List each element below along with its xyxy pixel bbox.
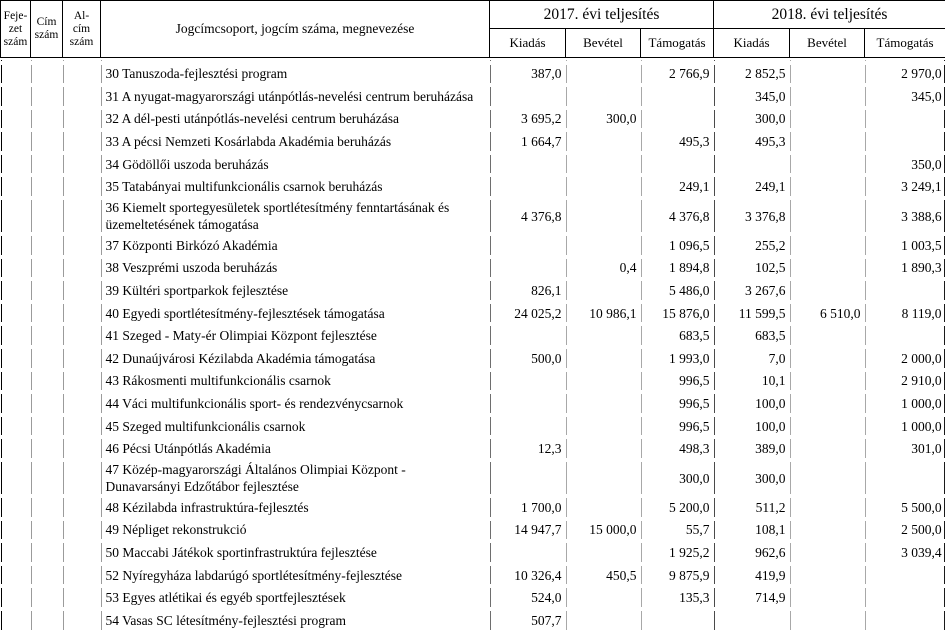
tamogatas-2017-cell: 15 876,0 bbox=[641, 302, 714, 325]
alcim-szam-cell bbox=[63, 586, 101, 609]
kiadas-2018-cell: 2 852,5 bbox=[714, 63, 790, 86]
fejezet-szam-cell bbox=[1, 541, 31, 564]
kiadas-2017-cell: 3 695,2 bbox=[490, 108, 566, 131]
fejezet-szam-cell bbox=[1, 257, 31, 280]
bevetel-2018-cell bbox=[790, 130, 865, 153]
bevetel-2018-cell bbox=[790, 347, 865, 370]
bevetel-2017-cell bbox=[566, 392, 641, 415]
cim-szam-cell bbox=[31, 370, 63, 393]
tamogatas-2017-cell: 1 894,8 bbox=[641, 257, 714, 280]
kiadas-2018-cell: 3 267,6 bbox=[714, 279, 790, 302]
fejezet-szam-cell bbox=[1, 85, 31, 108]
kiadas-2018-cell: 345,0 bbox=[714, 85, 790, 108]
table-row bbox=[1, 257, 945, 280]
kiadas-2017-cell: 507,7 bbox=[490, 609, 566, 632]
kiadas-2018-cell: 249,1 bbox=[714, 175, 790, 198]
bevetel-2018-cell bbox=[790, 437, 865, 460]
cim-szam-cell bbox=[31, 392, 63, 415]
table-row bbox=[1, 234, 945, 257]
fejezet-szam-cell bbox=[1, 586, 31, 609]
table-row bbox=[1, 437, 945, 460]
cim-szam-cell bbox=[31, 175, 63, 198]
bevetel-2018-cell bbox=[790, 234, 865, 257]
kiadas-2017-cell bbox=[490, 415, 566, 438]
kiadas-2018-cell: 100,0 bbox=[714, 392, 790, 415]
cim-szam-cell bbox=[31, 519, 63, 542]
bevetel-2018-cell bbox=[790, 370, 865, 393]
tamogatas-2017-cell: 683,5 bbox=[641, 324, 714, 347]
fejezet-szam-cell bbox=[1, 108, 31, 131]
jogcim-name-cell: 44 Váci multifunkcionális sport- és rendezvénycsarnok bbox=[101, 392, 490, 415]
kiadas-2018-cell: 255,2 bbox=[714, 234, 790, 257]
jogcim-name-cell: 54 Vasas SC létesítmény-fejlesztési program bbox=[101, 609, 490, 632]
cim-szam-cell bbox=[31, 108, 63, 131]
bevetel-2017-cell bbox=[566, 85, 641, 108]
jogcim-name-cell: 49 Népliget rekonstrukció bbox=[101, 519, 490, 542]
alcim-szam-cell bbox=[63, 175, 101, 198]
fejezet-szam-cell bbox=[1, 519, 31, 542]
jogcim-name-cell: 37 Központi Birkózó Akadémia bbox=[101, 234, 490, 257]
tamogatas-2017-cell: 2 766,9 bbox=[641, 63, 714, 86]
bevetel-2017-cell bbox=[566, 279, 641, 302]
alcim-szam-cell bbox=[63, 130, 101, 153]
kiadas-2018-cell bbox=[714, 609, 790, 632]
fejezet-szam-cell bbox=[1, 153, 31, 176]
kiadas-2018-cell: 102,5 bbox=[714, 257, 790, 280]
fejezet-szam-cell bbox=[1, 175, 31, 198]
table-row bbox=[1, 496, 945, 519]
alcim-szam-cell bbox=[63, 415, 101, 438]
cim-szam-cell bbox=[31, 279, 63, 302]
table-row bbox=[1, 302, 945, 325]
tamogatas-2018-cell: 301,0 bbox=[865, 437, 945, 460]
kiadas-2018-cell: 419,9 bbox=[714, 564, 790, 587]
alcim-szam-cell bbox=[63, 370, 101, 393]
bevetel-2017-cell: 10 986,1 bbox=[566, 302, 641, 325]
tamogatas-2018-cell bbox=[865, 609, 945, 632]
tamogatas-2017-cell: 495,3 bbox=[641, 130, 714, 153]
jogcim-name-cell: 40 Egyedi sportlétesítmény-fejlesztések támogatása bbox=[101, 302, 490, 325]
tamogatas-2018-cell bbox=[865, 279, 945, 302]
column-header-fejezet-szam: Feje- zet szám bbox=[1, 1, 31, 58]
jogcim-name-cell: 43 Rákosmenti multifunkcionális csarnok bbox=[101, 370, 490, 393]
jogcim-name-cell: 31 A nyugat-magyarországi utánpótlás-nevelési centrum beruházása bbox=[101, 85, 490, 108]
fejezet-szam-cell bbox=[1, 324, 31, 347]
tamogatas-2017-cell bbox=[641, 108, 714, 131]
table-row bbox=[1, 460, 945, 496]
jogcim-name-cell: 41 Szeged - Maty-ér Olimpiai Központ fejlesztése bbox=[101, 324, 490, 347]
cim-szam-cell bbox=[31, 63, 63, 86]
kiadas-2018-cell: 7,0 bbox=[714, 347, 790, 370]
alcim-szam-cell bbox=[63, 564, 101, 587]
bevetel-2018-cell bbox=[790, 564, 865, 587]
bevetel-2018-cell bbox=[790, 63, 865, 86]
cim-szam-cell bbox=[31, 85, 63, 108]
tamogatas-2017-cell: 1 993,0 bbox=[641, 347, 714, 370]
cim-szam-cell bbox=[31, 496, 63, 519]
table-row bbox=[1, 153, 945, 176]
table-row bbox=[1, 175, 945, 198]
fejezet-szam-cell bbox=[1, 496, 31, 519]
tamogatas-2018-cell: 350,0 bbox=[865, 153, 945, 176]
tamogatas-2018-cell: 345,0 bbox=[865, 85, 945, 108]
jogcim-name-cell: 42 Dunaújvárosi Kézilabda Akadémia támogatása bbox=[101, 347, 490, 370]
alcim-szam-cell bbox=[63, 108, 101, 131]
alcim-szam-cell bbox=[63, 541, 101, 564]
alcim-szam-cell bbox=[63, 257, 101, 280]
kiadas-2018-cell: 683,5 bbox=[714, 324, 790, 347]
column-header-2018-kiadas: Kiadás bbox=[714, 29, 790, 58]
tamogatas-2018-cell bbox=[865, 108, 945, 131]
column-header-2018-bevetel: Bevétel bbox=[790, 29, 865, 58]
bevetel-2018-cell bbox=[790, 153, 865, 176]
alcim-szam-cell bbox=[63, 153, 101, 176]
kiadas-2018-cell: 714,9 bbox=[714, 586, 790, 609]
tamogatas-2018-cell bbox=[865, 130, 945, 153]
bevetel-2017-cell: 15 000,0 bbox=[566, 519, 641, 542]
table-row bbox=[1, 108, 945, 131]
jogcim-name-cell: 45 Szeged multifunkcionális csarnok bbox=[101, 415, 490, 438]
column-header-2018-tamogatas: Támogatás bbox=[865, 29, 945, 58]
table-row bbox=[1, 541, 945, 564]
table-row bbox=[1, 586, 945, 609]
kiadas-2018-cell: 3 376,8 bbox=[714, 198, 790, 234]
kiadas-2017-cell bbox=[490, 85, 566, 108]
bevetel-2017-cell bbox=[566, 541, 641, 564]
tamogatas-2018-cell bbox=[865, 460, 945, 496]
tamogatas-2017-cell bbox=[641, 153, 714, 176]
jogcim-name-cell: 46 Pécsi Utánpótlás Akadémia bbox=[101, 437, 490, 460]
bevetel-2018-cell bbox=[790, 108, 865, 131]
kiadas-2018-cell: 389,0 bbox=[714, 437, 790, 460]
alcim-szam-cell bbox=[63, 198, 101, 234]
kiadas-2017-cell bbox=[490, 153, 566, 176]
jogcim-name-cell: 36 Kiemelt sportegyesületek sportlétesítmény fenntartásának és üzemeltetésének támogatása bbox=[101, 198, 490, 234]
bevetel-2017-cell bbox=[566, 234, 641, 257]
bevetel-2018-cell bbox=[790, 85, 865, 108]
fejezet-szam-cell bbox=[1, 437, 31, 460]
fejezet-szam-cell bbox=[1, 370, 31, 393]
table-row bbox=[1, 198, 945, 234]
kiadas-2017-cell bbox=[490, 392, 566, 415]
kiadas-2018-cell: 10,1 bbox=[714, 370, 790, 393]
column-header-2017-bevetel: Bevétel bbox=[566, 29, 641, 58]
bevetel-2017-cell bbox=[566, 153, 641, 176]
fejezet-szam-cell bbox=[1, 279, 31, 302]
bevetel-2018-cell bbox=[790, 496, 865, 519]
alcim-szam-cell bbox=[63, 519, 101, 542]
alcim-szam-cell bbox=[63, 279, 101, 302]
tamogatas-2018-cell: 3 039,4 bbox=[865, 541, 945, 564]
tamogatas-2018-cell: 1 000,0 bbox=[865, 415, 945, 438]
tamogatas-2017-cell bbox=[641, 85, 714, 108]
cim-szam-cell bbox=[31, 437, 63, 460]
bevetel-2018-cell: 6 510,0 bbox=[790, 302, 865, 325]
table-row bbox=[1, 85, 945, 108]
bevetel-2018-cell bbox=[790, 415, 865, 438]
jogcim-name-cell: 38 Veszprémi uszoda beruházás bbox=[101, 257, 490, 280]
bevetel-2018-cell bbox=[790, 460, 865, 496]
kiadas-2018-cell bbox=[714, 153, 790, 176]
cim-szam-cell bbox=[31, 460, 63, 496]
tamogatas-2017-cell: 135,3 bbox=[641, 586, 714, 609]
cim-szam-cell bbox=[31, 347, 63, 370]
fejezet-szam-cell bbox=[1, 415, 31, 438]
alcim-szam-cell bbox=[63, 496, 101, 519]
kiadas-2017-cell bbox=[490, 541, 566, 564]
alcim-szam-cell bbox=[63, 63, 101, 86]
alcim-szam-cell bbox=[63, 234, 101, 257]
jogcim-name-cell: 52 Nyíregyháza labdarúgó sportlétesítmény-fejlesztése bbox=[101, 564, 490, 587]
bevetel-2017-cell bbox=[566, 324, 641, 347]
tamogatas-2017-cell: 4 376,8 bbox=[641, 198, 714, 234]
alcim-szam-cell bbox=[63, 347, 101, 370]
bevetel-2018-cell bbox=[790, 609, 865, 632]
fejezet-szam-cell bbox=[1, 609, 31, 632]
cim-szam-cell bbox=[31, 234, 63, 257]
bevetel-2017-cell: 0,4 bbox=[566, 257, 641, 280]
jogcim-name-cell: 33 A pécsi Nemzeti Kosárlabda Akadémia beruházás bbox=[101, 130, 490, 153]
tamogatas-2018-cell: 2 970,0 bbox=[865, 63, 945, 86]
bevetel-2018-cell bbox=[790, 279, 865, 302]
jogcim-name-cell: 39 Kültéri sportparkok fejlesztése bbox=[101, 279, 490, 302]
alcim-szam-cell bbox=[63, 392, 101, 415]
tamogatas-2018-cell bbox=[865, 564, 945, 587]
kiadas-2017-cell bbox=[490, 257, 566, 280]
tamogatas-2018-cell: 8 119,0 bbox=[865, 302, 945, 325]
kiadas-2017-cell bbox=[490, 175, 566, 198]
kiadas-2017-cell: 826,1 bbox=[490, 279, 566, 302]
fejezet-szam-cell bbox=[1, 460, 31, 496]
table-row bbox=[1, 130, 945, 153]
cim-szam-cell bbox=[31, 415, 63, 438]
column-header-megnevezes: Jogcímcsoport, jogcím száma, megnevezése bbox=[101, 1, 490, 58]
kiadas-2017-cell: 24 025,2 bbox=[490, 302, 566, 325]
cim-szam-cell bbox=[31, 130, 63, 153]
jogcim-name-cell: 35 Tatabányai multifunkcionális csarnok beruházás bbox=[101, 175, 490, 198]
alcim-szam-cell bbox=[63, 609, 101, 632]
cim-szam-cell bbox=[31, 586, 63, 609]
year-group-header-2017: 2017. évi teljesítés bbox=[490, 1, 714, 29]
kiadas-2017-cell bbox=[490, 370, 566, 393]
table-row bbox=[1, 609, 945, 632]
bevetel-2017-cell bbox=[566, 130, 641, 153]
jogcim-name-cell: 30 Tanuszoda-fejlesztési program bbox=[101, 63, 490, 86]
bevetel-2017-cell: 300,0 bbox=[566, 108, 641, 131]
tamogatas-2017-cell: 996,5 bbox=[641, 415, 714, 438]
alcim-szam-cell bbox=[63, 302, 101, 325]
fejezet-szam-cell bbox=[1, 347, 31, 370]
kiadas-2017-cell bbox=[490, 460, 566, 496]
tamogatas-2018-cell: 3 388,6 bbox=[865, 198, 945, 234]
table-row bbox=[1, 63, 945, 86]
kiadas-2018-cell: 300,0 bbox=[714, 460, 790, 496]
table-row bbox=[1, 279, 945, 302]
table-row bbox=[1, 370, 945, 393]
bevetel-2017-cell bbox=[566, 63, 641, 86]
bevetel-2017-cell bbox=[566, 586, 641, 609]
table-body bbox=[1, 58, 945, 632]
bevetel-2017-cell bbox=[566, 198, 641, 234]
bevetel-2017-cell bbox=[566, 460, 641, 496]
fejezet-szam-cell bbox=[1, 564, 31, 587]
bevetel-2018-cell bbox=[790, 586, 865, 609]
bevetel-2018-cell bbox=[790, 257, 865, 280]
kiadas-2017-cell: 1 664,7 bbox=[490, 130, 566, 153]
kiadas-2017-cell bbox=[490, 324, 566, 347]
bevetel-2017-cell bbox=[566, 496, 641, 519]
kiadas-2018-cell: 300,0 bbox=[714, 108, 790, 131]
bevetel-2017-cell bbox=[566, 175, 641, 198]
tamogatas-2017-cell: 996,5 bbox=[641, 370, 714, 393]
tamogatas-2018-cell: 1 000,0 bbox=[865, 392, 945, 415]
fejezet-szam-cell bbox=[1, 302, 31, 325]
column-header-2017-tamogatas: Támogatás bbox=[641, 29, 714, 58]
table-row bbox=[1, 347, 945, 370]
tamogatas-2017-cell bbox=[641, 609, 714, 632]
cim-szam-cell bbox=[31, 302, 63, 325]
cim-szam-cell bbox=[31, 198, 63, 234]
table-row bbox=[1, 415, 945, 438]
column-header-alcim-szam: Al- cím szám bbox=[63, 1, 101, 58]
table-row bbox=[1, 324, 945, 347]
kiadas-2018-cell: 108,1 bbox=[714, 519, 790, 542]
tamogatas-2018-cell: 3 249,1 bbox=[865, 175, 945, 198]
tamogatas-2017-cell: 5 200,0 bbox=[641, 496, 714, 519]
alcim-szam-cell bbox=[63, 437, 101, 460]
tamogatas-2017-cell: 300,0 bbox=[641, 460, 714, 496]
tamogatas-2017-cell: 249,1 bbox=[641, 175, 714, 198]
bevetel-2018-cell bbox=[790, 175, 865, 198]
tamogatas-2018-cell: 1 003,5 bbox=[865, 234, 945, 257]
column-header-cim-szam: Cím szám bbox=[31, 1, 63, 58]
bevetel-2018-cell bbox=[790, 519, 865, 542]
fejezet-szam-cell bbox=[1, 234, 31, 257]
fejezet-szam-cell bbox=[1, 130, 31, 153]
bevetel-2017-cell: 450,5 bbox=[566, 564, 641, 587]
kiadas-2017-cell: 387,0 bbox=[490, 63, 566, 86]
tamogatas-2017-cell: 5 486,0 bbox=[641, 279, 714, 302]
alcim-szam-cell bbox=[63, 324, 101, 347]
fejezet-szam-cell bbox=[1, 392, 31, 415]
bevetel-2017-cell bbox=[566, 609, 641, 632]
column-header-2017-kiadas: Kiadás bbox=[490, 29, 566, 58]
kiadas-2017-cell: 14 947,7 bbox=[490, 519, 566, 542]
alcim-szam-cell bbox=[63, 85, 101, 108]
jogcim-name-cell: 47 Közép-magyarországi Általános Olimpiai Központ - Dunavarsányi Edzőtábor fejlesztése bbox=[101, 460, 490, 496]
tamogatas-2017-cell: 1 096,5 bbox=[641, 234, 714, 257]
tamogatas-2018-cell bbox=[865, 324, 945, 347]
kiadas-2017-cell: 500,0 bbox=[490, 347, 566, 370]
tamogatas-2018-cell: 2 910,0 bbox=[865, 370, 945, 393]
tamogatas-2017-cell: 1 925,2 bbox=[641, 541, 714, 564]
bevetel-2018-cell bbox=[790, 541, 865, 564]
kiadas-2017-cell: 524,0 bbox=[490, 586, 566, 609]
tamogatas-2018-cell: 2 000,0 bbox=[865, 347, 945, 370]
kiadas-2018-cell: 511,2 bbox=[714, 496, 790, 519]
cim-szam-cell bbox=[31, 541, 63, 564]
tamogatas-2018-cell: 5 500,0 bbox=[865, 496, 945, 519]
kiadas-2018-cell: 962,6 bbox=[714, 541, 790, 564]
bevetel-2017-cell bbox=[566, 415, 641, 438]
jogcim-name-cell: 48 Kézilabda infrastruktúra-fejlesztés bbox=[101, 496, 490, 519]
jogcim-name-cell: 50 Maccabi Játékok sportinfrastruktúra fejlesztése bbox=[101, 541, 490, 564]
alcim-szam-cell bbox=[63, 460, 101, 496]
year-group-header-2018: 2018. évi teljesítés bbox=[714, 1, 945, 29]
kiadas-2018-cell: 100,0 bbox=[714, 415, 790, 438]
bevetel-2017-cell bbox=[566, 347, 641, 370]
jogcim-name-cell: 53 Egyes atlétikai és egyéb sportfejlesztések bbox=[101, 586, 490, 609]
tamogatas-2018-cell: 1 890,3 bbox=[865, 257, 945, 280]
kiadas-2018-cell: 11 599,5 bbox=[714, 302, 790, 325]
kiadas-2017-cell: 4 376,8 bbox=[490, 198, 566, 234]
cim-szam-cell bbox=[31, 324, 63, 347]
jogcim-name-cell: 34 Gödöllői uszoda beruházás bbox=[101, 153, 490, 176]
tamogatas-2017-cell: 498,3 bbox=[641, 437, 714, 460]
bevetel-2018-cell bbox=[790, 324, 865, 347]
table-row bbox=[1, 564, 945, 587]
bevetel-2017-cell bbox=[566, 437, 641, 460]
kiadas-2017-cell: 1 700,0 bbox=[490, 496, 566, 519]
jogcim-name-cell: 32 A dél-pesti utánpótlás-nevelési centrum beruházása bbox=[101, 108, 490, 131]
kiadas-2017-cell bbox=[490, 234, 566, 257]
cim-szam-cell bbox=[31, 609, 63, 632]
fejezet-szam-cell bbox=[1, 198, 31, 234]
bevetel-2018-cell bbox=[790, 198, 865, 234]
kiadas-2017-cell: 10 326,4 bbox=[490, 564, 566, 587]
table-row bbox=[1, 519, 945, 542]
cim-szam-cell bbox=[31, 257, 63, 280]
cim-szam-cell bbox=[31, 153, 63, 176]
bevetel-2017-cell bbox=[566, 370, 641, 393]
tamogatas-2018-cell bbox=[865, 586, 945, 609]
fejezet-szam-cell bbox=[1, 63, 31, 86]
bevetel-2018-cell bbox=[790, 392, 865, 415]
table-row bbox=[1, 392, 945, 415]
tamogatas-2017-cell: 996,5 bbox=[641, 392, 714, 415]
cim-szam-cell bbox=[31, 564, 63, 587]
kiadas-2017-cell: 12,3 bbox=[490, 437, 566, 460]
tamogatas-2018-cell: 2 500,0 bbox=[865, 519, 945, 542]
tamogatas-2017-cell: 55,7 bbox=[641, 519, 714, 542]
table-header bbox=[1, 1, 945, 58]
tamogatas-2017-cell: 9 875,9 bbox=[641, 564, 714, 587]
kiadas-2018-cell: 495,3 bbox=[714, 130, 790, 153]
